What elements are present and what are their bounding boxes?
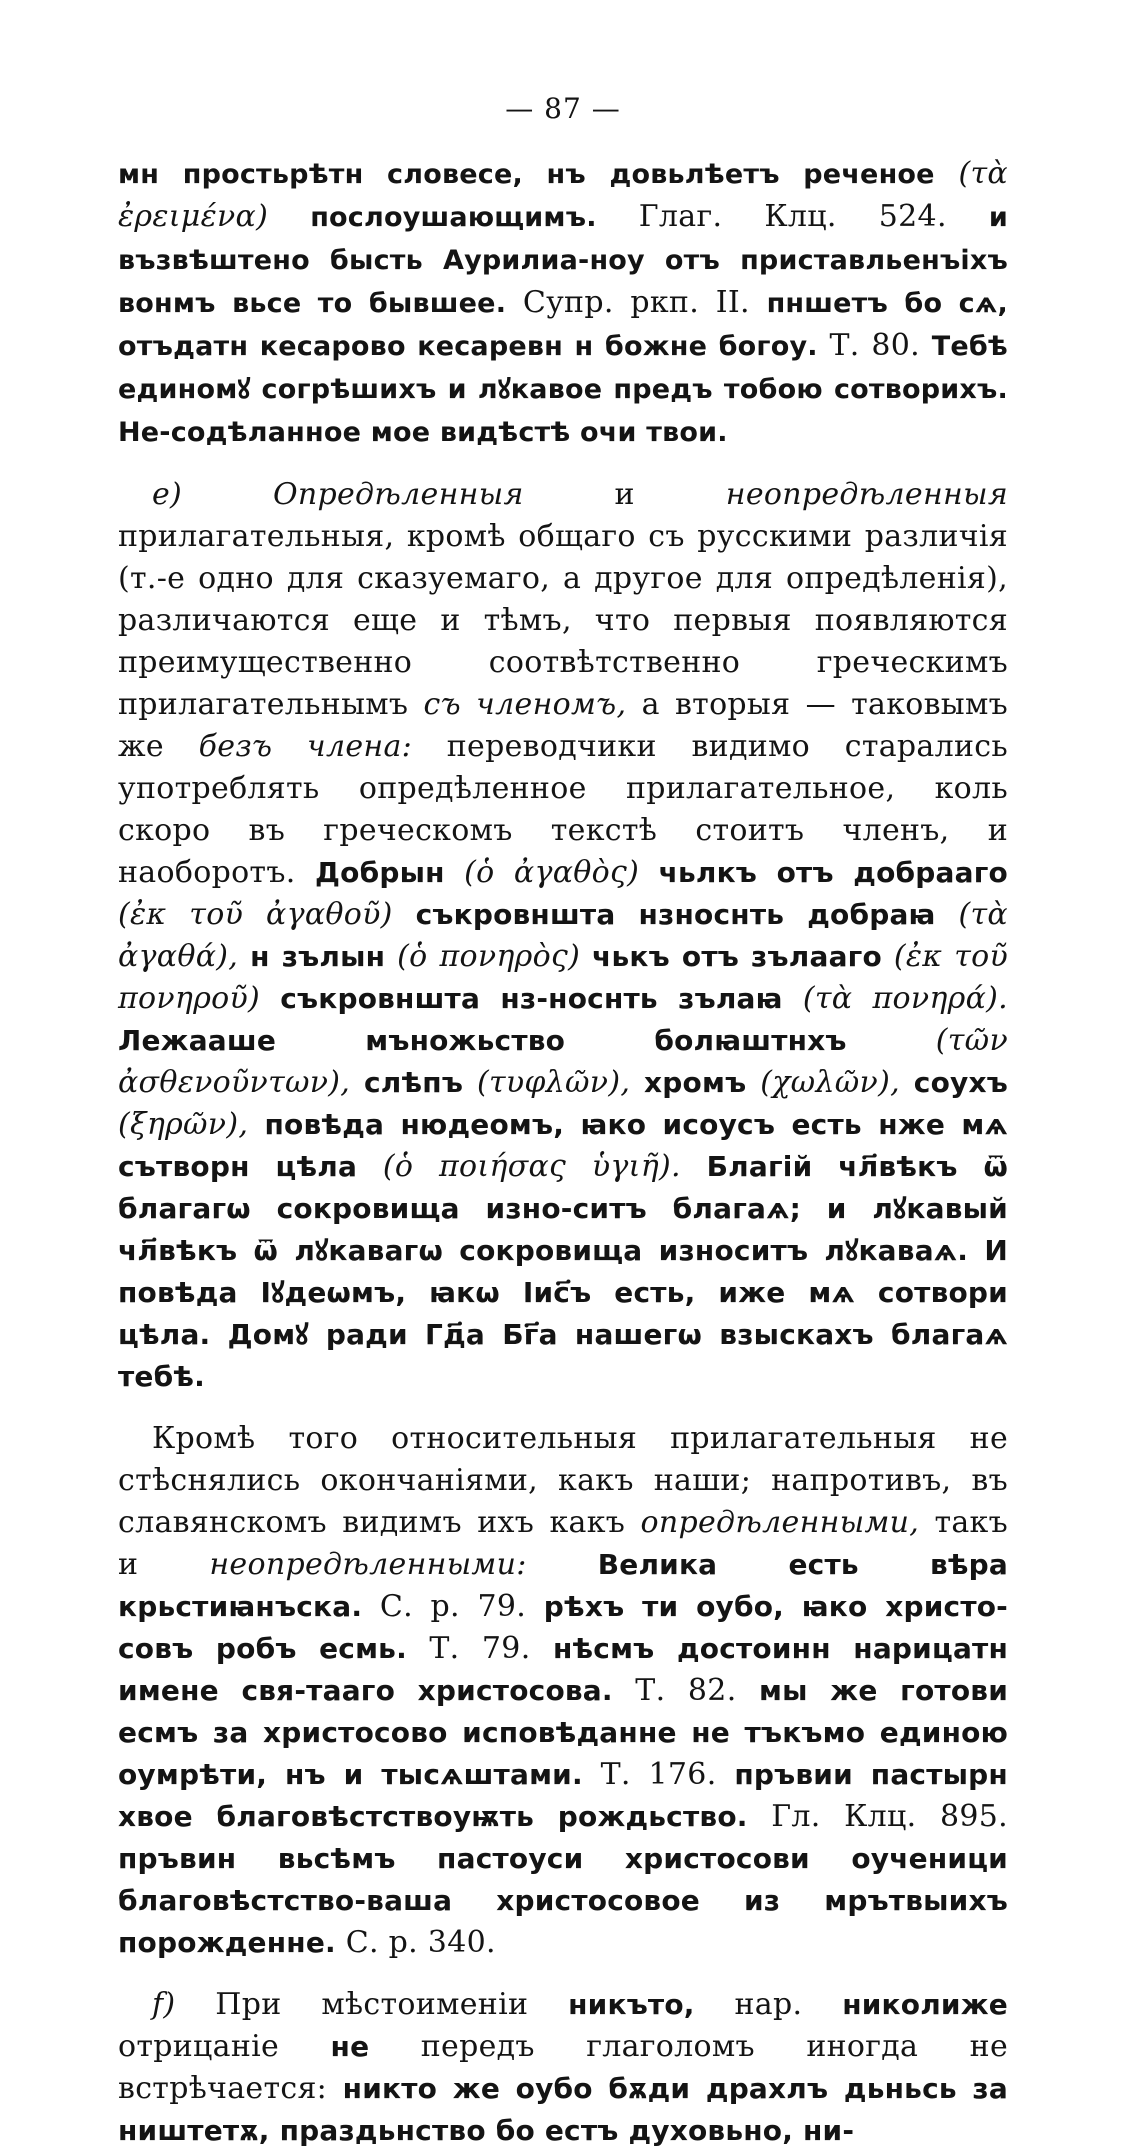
slavonic-text: нѣсмъ достоинн нарицатн имене свя-тааго христосова. <box>118 1632 1009 1707</box>
body-text: нар. <box>734 1987 803 2022</box>
greek-text: (τῶν ἀσθενοῦντων), <box>118 1023 1008 1100</box>
body-text: отрицаніе <box>118 2029 280 2064</box>
greek-text: (τυφλῶν), <box>476 1065 631 1100</box>
greek-text: (ἐκ τοῦ πονηροῦ) <box>118 939 1009 1016</box>
citation: С. р. 79. <box>379 1589 527 1624</box>
slavonic-text: н зълын <box>250 940 386 973</box>
slavonic-text: мн простьрѣтн словесе, нъ довьлѣетъ реченое <box>118 159 935 190</box>
list-marker: e) <box>152 477 183 512</box>
slavonic-text: послоушающимъ. <box>310 202 597 233</box>
slavonic-text: и възвѣштено бысть Аурилиа-ноу отъ приставльенъіхъ вонмъ вьсе то бывшее. <box>118 202 1008 319</box>
slavonic-text: мы же готови есмъ за христосово исповѣданне не тъкъмо единою оумрѣти, нъ и тысѧштами. <box>118 1674 1009 1791</box>
greek-text: (χωλῶν), <box>760 1065 900 1100</box>
citation: Т. 176. <box>600 1757 717 1792</box>
citation: Глаг. Клц. 524. <box>638 199 947 234</box>
body-text: Кромѣ того относительныя прилагательныя не стѣснялись окончаніями, какъ наши; напротивъ, въ славянскомъ видимъ ихъ какъ <box>118 1421 1008 1540</box>
slavonic-text: хромъ <box>644 1066 747 1099</box>
paragraph-3 <box>118 1418 1008 1964</box>
paragraph-1 <box>118 153 1008 454</box>
greek-text: (ὁ ποιήσας ὑγιῆ). <box>382 1149 681 1184</box>
citation: Т. 80. <box>829 328 920 363</box>
body-text: При мѣстоименіи <box>215 1987 529 2022</box>
slavonic-text: пръвин вьсѣмъ пастоуси христосови оученици благовѣстство-ваша христосовое из мрътвыихъ порожденне. <box>118 1842 1008 1959</box>
citation: С. р. 340. <box>345 1925 496 1960</box>
greek-text: (ξηρῶν), <box>118 1107 249 1142</box>
body-text: переводчики видимо старались употреблять опредѣленное прилагательное, коль скоро въ греческомъ текстѣ стоитъ членъ, и наоборотъ. <box>118 729 1008 890</box>
slavonic-text: слѣпъ <box>363 1066 464 1099</box>
greek-text: (ὁ ἀγαθὸς) <box>464 855 640 890</box>
body-text: а вторыя — таковымъ же <box>118 687 1008 764</box>
greek-text: (τὰ πονηρά). <box>802 981 1008 1016</box>
citation: Гл. Клц. 895. <box>771 1799 1008 1834</box>
emphasis-text: безъ члена: <box>198 729 413 764</box>
slavonic-text: никто же оубо бѫди драхлъ дьньсь за ништетѫ, праздьнство бо естъ духовьно, ни- <box>118 2072 1008 2147</box>
slavonic-text: не <box>330 2030 370 2063</box>
paragraph-2 <box>118 474 1008 1398</box>
slavonic-text: никъто, <box>568 1988 695 2021</box>
slavonic-text: пншетъ бо сѧ, отъдатн кесарово кесаревн н божне богоу. <box>118 288 1009 362</box>
book-page <box>118 92 1008 2152</box>
paragraph-4 <box>118 1984 1008 2152</box>
slavonic-text: Добрын <box>315 856 445 889</box>
citation: Супр. ркп. II. <box>522 285 750 320</box>
greek-text: (τὰ ἀγαθά), <box>118 897 1008 974</box>
slavonic-text: пръвии пастырн хвое благовѣстствоуѭть рождьство. <box>118 1758 1008 1833</box>
slavonic-text: чьлкъ отъ добрааго <box>658 856 1008 889</box>
slavonic-text: съкровншта нзноснть добраꙗ <box>415 898 936 931</box>
citation: Т. 79. <box>429 1631 531 1666</box>
emphasis-text: опредѣленными, <box>640 1505 920 1540</box>
slavonic-text: чькъ отъ зълааго <box>592 940 882 973</box>
body-text: такъ и <box>118 1505 1008 1582</box>
list-marker: f) <box>152 1987 176 2022</box>
page-number: — 87 — <box>505 92 621 125</box>
slavonic-text: соухъ <box>913 1066 1008 1099</box>
slavonic-text: Лежааше мъножьство болꙗштнхъ <box>118 1024 847 1057</box>
body-text: и <box>614 477 635 512</box>
slavonic-text: Тебѣ единомꙋ согрѣшихъ и лꙋкавое предъ тобою сотворихъ. Не-содѣланное мое видѣстѣ очи твои. <box>118 331 1008 448</box>
emphasis-text: неопредѣленныя <box>725 477 1008 512</box>
slavonic-text: съкровншта нз-носнть зълаꙗ <box>280 982 783 1015</box>
body-text: прилагательныя, кромѣ общаго съ русскими различія (т.-е одно для сказуемаго, а другое для опредѣленія), различаются еще и тѣмъ, что первыя появляются преимущественно соотвѣтственно греческимъ прилагательнымъ <box>118 519 1008 722</box>
slavonic-text: николиже <box>842 1988 1008 2021</box>
emphasis-text: Опредѣленныя <box>272 477 524 512</box>
greek-text: (τὰ ἐρειμένα) <box>118 156 1008 234</box>
slavonic-text: повѣда нюдеомъ, ꙗко исоусъ есть нже мѧ сътворн цѣла <box>118 1108 1008 1183</box>
emphasis-text: съ членомъ, <box>423 687 627 722</box>
slavonic-text: Велика есть вѣра крьстиꙗнъска. <box>118 1548 1009 1623</box>
slavonic-text: рѣхъ ти оубо, ꙗко христо-совъ робъ есмь. <box>118 1590 1009 1665</box>
greek-text: (ἐκ τοῦ ἀγαθοῦ) <box>118 897 393 932</box>
slavonic-text: Благій чл҃вѣкъ ѿ благагѡ сокровища изно-ситъ благаѧ; и лꙋкавый чл҃вѣкъ ѿ лꙋкавагѡ сокровища износитъ лꙋкаваѧ. И повѣда Іꙋдеѡмъ, ꙗкѡ Іис҃ъ есть, иже мѧ сотвори цѣла. Домꙋ ради Гд҃а Бг҃а нашегѡ взыскахъ благаѧ тебѣ. <box>118 1150 1009 1393</box>
citation: Т. 82. <box>635 1673 737 1708</box>
body-text: передъ глаголомъ иногда не встрѣчается: <box>118 2029 1009 2106</box>
emphasis-text: неопредѣленными: <box>209 1547 527 1582</box>
greek-text: (ὁ πονηρὸς) <box>397 939 581 974</box>
